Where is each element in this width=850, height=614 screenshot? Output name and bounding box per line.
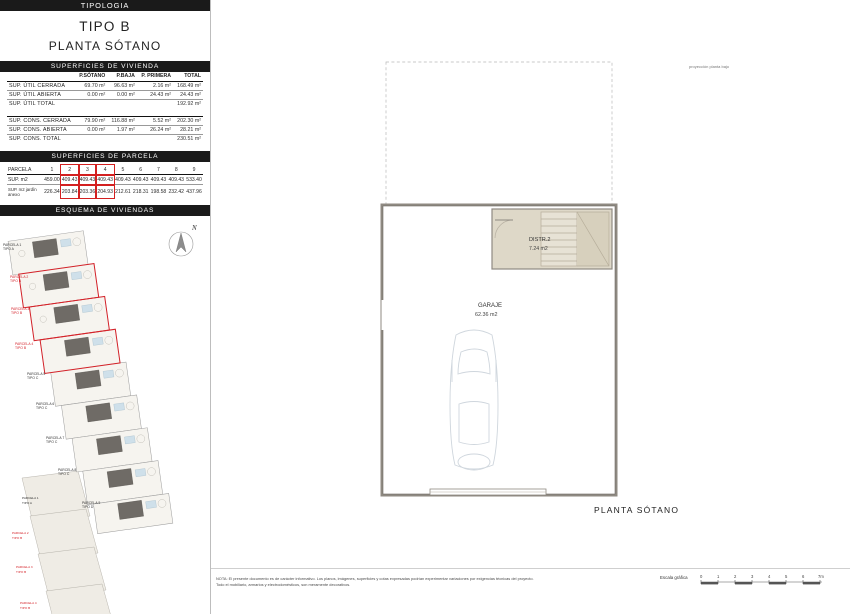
svg-text:2: 2 (734, 574, 737, 579)
table-row: SUP. CONS. CERRADA 79.90 m² 116.88 m² 5.52 m² 202.30 m² (9, 118, 201, 124)
col-header-primera: P. PRIMERA (141, 73, 171, 79)
site-scheme (0, 216, 210, 610)
table-row: SUP. ÚTIL TOTAL 192.92 m² (9, 101, 201, 107)
surfaces-bar: SUPERFICIES DE VIVIENDA (0, 61, 210, 72)
plot-label-4: PARCELA 4 TIPO B (15, 342, 34, 351)
svg-text:3: 3 (751, 574, 754, 579)
table-row: PARCELA 1 2 3 4 5 6 7 8 9 (8, 166, 196, 173)
plot-label-3: PARCELA 3 TIPO B (11, 307, 30, 316)
floorplan-panel (211, 0, 850, 614)
svg-text:6: 6 (802, 574, 805, 579)
table-row: SUP. CONS. ABIERTA 0.00 m² 1.97 m² 26.24 m² 28.21 m² (9, 127, 201, 133)
garage-door (430, 489, 546, 495)
svg-text:4: 4 (768, 574, 771, 579)
plot-label-1: PARCELA 1 TIPO A (3, 243, 22, 252)
parcels-table (7, 165, 203, 198)
title-block (0, 11, 210, 53)
table-row: SUP. CONS. TOTAL 230.51 m² (9, 136, 201, 142)
room-label-distr2: DISTR.2 (529, 237, 551, 243)
table-row: SUP. m2 459.00 409.43 409.43 409.43 409.43 409.43 409.43 409.43 533.40 (8, 176, 202, 183)
scale-label: Escala gráfica (660, 575, 688, 580)
footer-divider (211, 568, 850, 569)
svg-text:1: 1 (717, 574, 720, 579)
svg-text:7m: 7m (818, 574, 824, 579)
col-header-total: TOTAL (184, 73, 201, 79)
page-title: TIPO B (79, 19, 131, 34)
footer-note-line2: Todo el mobiliario, armarios y electrodomésticos, son meramente decorativos. (216, 582, 351, 587)
north-arrow-icon (160, 220, 202, 262)
table-row: SUP. ÚTIL ABIERTA 0.00 m² 0.00 m² 24.43 m² 24.43 m² (9, 92, 201, 98)
plan-caption: PLANTA SÓTANO (594, 505, 680, 515)
svg-text:0: 0 (700, 574, 703, 579)
plot-label-5: PARCELA 5 TIPO C (27, 372, 46, 381)
plot-label-2: PARCELA 2 TIPO B (10, 275, 29, 284)
col-header-sotano: P.SÓTANO (79, 73, 106, 79)
plot-type: TIPO B (20, 606, 31, 610)
parcels-bar: SUPERFICIES DE PARCELA (0, 151, 210, 162)
room-label-garaje: GARAJE (478, 303, 503, 309)
projection-outline (386, 62, 612, 210)
plot-label-7: PARCELA 7 TIPO C (46, 436, 65, 445)
surfaces-table (7, 72, 203, 143)
plot-label-9: PARCELA 9 TIPO D (82, 501, 101, 510)
plot-type: TIPO B (16, 570, 27, 574)
plot-label: PARCELA 1 (22, 496, 39, 500)
projection-note: proyección planta bajo (689, 64, 730, 69)
left-info-panel (0, 0, 210, 614)
room-area-distr2: 7.24 m2 (529, 246, 548, 252)
svg-text:5: 5 (785, 574, 788, 579)
staircase (541, 212, 609, 266)
footer-note-line1: NOTA: El presente documento es de carácter informativo. Los planos, imágenes, superficies y cotas expresadas podrían experimentar variaciones por exigencias técnicas del proyecto. (216, 576, 534, 581)
room-area-garaje: 62.36 m2 (475, 312, 498, 318)
footer-note (216, 576, 636, 588)
plot-label-6: PARCELA 6 TIPO C (36, 402, 55, 411)
col-header-baja: P.BAJA (116, 73, 135, 79)
table-row: SUP. ÚTIL CERRADA 69.70 m² 96.63 m² 2.16 m² 168.49 m² (9, 83, 201, 89)
plot-label: PARCELA 4 (20, 601, 37, 605)
plot-label: PARCELA 2 (12, 531, 29, 535)
north-label: N (192, 224, 197, 232)
room-distr2 (492, 209, 612, 269)
scheme-bar: ESQUEMA DE VIVIENDAS (0, 205, 210, 216)
tipologia-bar: TIPOLOGIA (0, 0, 210, 11)
plot-type: TIPO A (22, 501, 32, 505)
floorplan-svg (211, 0, 850, 560)
page-subtitle: PLANTA SÓTANO (48, 39, 162, 53)
plot-label: PARCELA 3 (16, 565, 33, 569)
plot-type: TIPO B (12, 536, 23, 540)
plot-label-8: PARCELA 8 TIPO C (58, 468, 77, 477)
table-row: SUP. m2 jardín anexo 226.34 203.84 203.36 204.93 212.61 218.31 198.58 232.42 437.96 (8, 186, 202, 197)
graphic-scale (700, 572, 840, 594)
